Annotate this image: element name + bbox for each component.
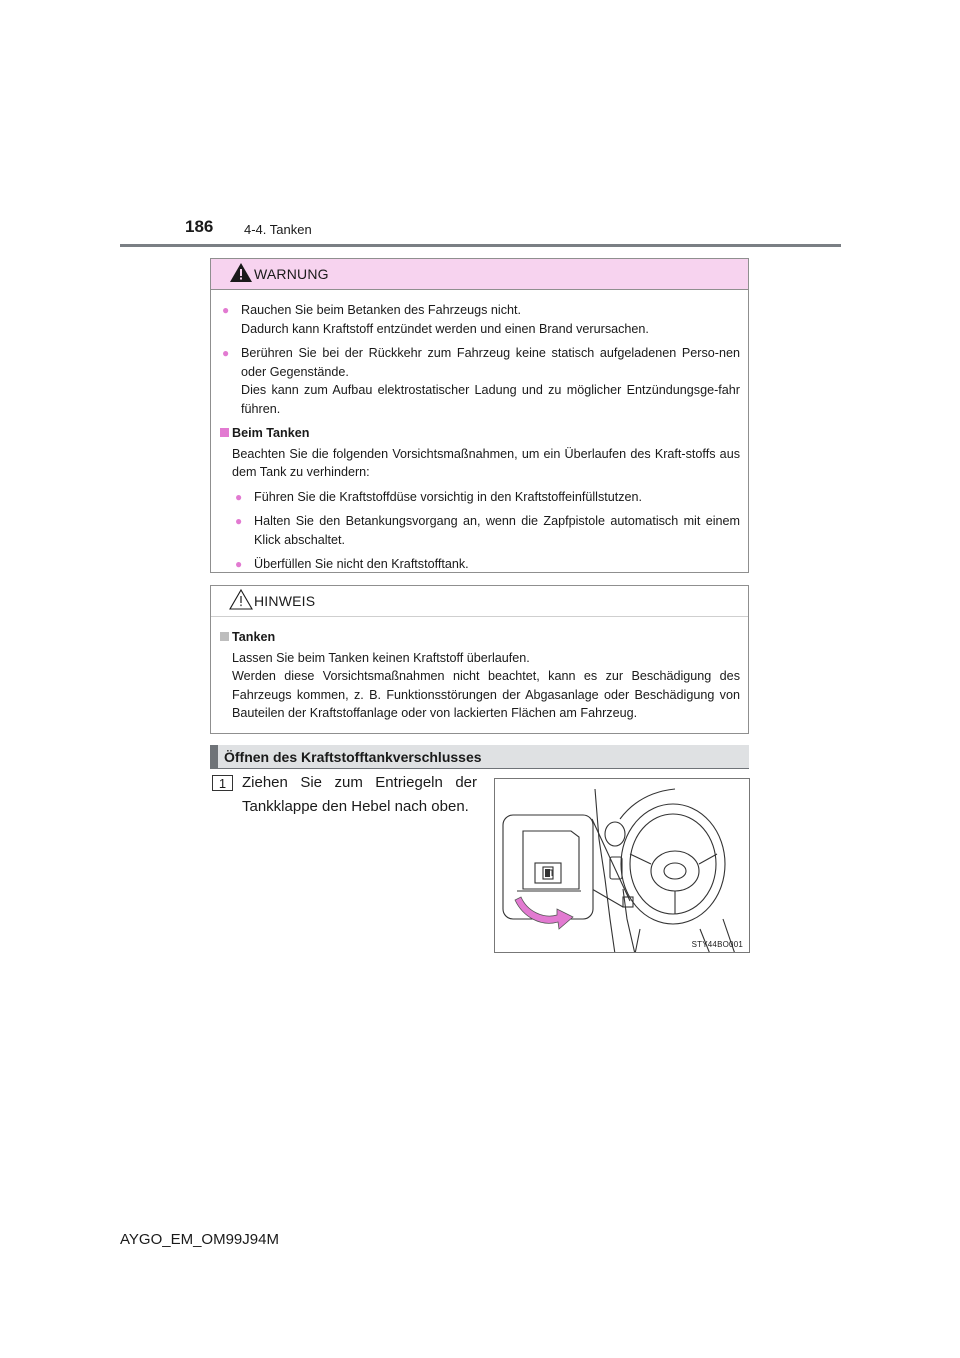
- notice-body: [211, 617, 748, 723]
- warning-subsection-bullet: ● Überfüllen Sie nicht den Kraftstofftank.: [235, 557, 469, 571]
- notice-text: Lassen Sie beim Tanken keinen Kraftstoff überlaufen. Werden diese Vorsichtsmaßnahmen nicht beachtet, kann es zur Beschädigung des Fahrzeugs kommen, z. B. Funktionsstörungen der Abgasanlage oder Beschädigung von Bauteilen der Kraftstoffanlage oder von lackierten Flächen am Fahrzeug.: [232, 650, 740, 720]
- fuel-lever-illustration: [494, 778, 750, 953]
- warning-bullet-text: Rauchen Sie beim Betanken des Fahrzeugs nicht. Dadurch kann Kraftstoff entzündet werden und einen Brand verursachen.: [241, 303, 649, 336]
- section-heading-bar: [210, 745, 749, 769]
- warning-subsection-heading: [219, 424, 740, 443]
- warning-bullet: ● Berühren Sie bei der Rückkehr zum Fahrzeug keine statisch aufgeladenen Perso-nen oder Gegenstände. Dies kann zum Aufbau elektrostatischer Ladung und zu möglicher Entzündungsge-fahr führen.: [222, 346, 740, 416]
- dashboard-drawing: [495, 779, 750, 953]
- notice-box: [210, 585, 749, 734]
- notice-title: HINWEIS: [254, 593, 316, 609]
- warning-bullet-text: Berühren Sie bei der Rückkehr zum Fahrzeug keine statisch aufgeladenen Perso-nen oder Gegenstände. Dies kann zum Aufbau elektrostatischer Ladung und zu möglicher Entzündungsge-fahr führen.: [241, 346, 740, 416]
- notice-subsection-heading: [219, 628, 740, 647]
- header-rule: [120, 244, 841, 247]
- notice-subsection-title: Tanken: [232, 630, 276, 644]
- footer-doc-code: AYGO_EM_OM99J94M: [120, 1231, 279, 1248]
- illustration-code: STY44BO001: [691, 940, 743, 949]
- notice-header: [211, 586, 748, 617]
- step-text: Ziehen Sie zum Entriegeln der Tankklappe den Hebel nach oben.: [242, 774, 477, 815]
- section-heading-accent: [210, 745, 218, 769]
- warning-subsection-intro: Beachten Sie die folgenden Vorsichtsmaßnahmen, um ein Überlaufen des Kraft-stoffs aus dem Tank zu verhindern:: [232, 446, 740, 479]
- warning-triangle-icon: [228, 261, 254, 285]
- page-number: 186: [185, 217, 214, 236]
- section-label: 4-4. Tanken: [244, 222, 312, 237]
- warning-subsection-title: Beim Tanken: [232, 426, 310, 440]
- warning-subsection-bullet: ● Halten Sie den Betankungsvorgang an, wenn die Zapfpistole automatisch mit einem Klick abschaltet.: [235, 514, 740, 547]
- warning-box: [210, 258, 749, 573]
- warning-subsection-bullet-text: Führen Sie die Kraftstoffdüse vorsichtig in den Kraftstoffeinfüllstutzen.: [254, 489, 643, 504]
- warning-bullet: ● Rauchen Sie beim Betanken des Fahrzeugs nicht. Dadurch kann Kraftstoff entzündet werden und einen Brand verursachen.: [222, 303, 649, 336]
- warning-subsection-bullet-text: Halten Sie den Betankungsvorgang an, wenn die Zapfpistole automatisch mit einem Klick abschaltet.: [254, 514, 740, 547]
- warning-subsection-bullet: ● Führen Sie die Kraftstoffdüse vorsichtig in den Kraftstoffeinfüllstutzen.: [235, 489, 643, 504]
- warning-title: WARNUNG: [254, 266, 329, 282]
- warning-header: [211, 259, 748, 290]
- caution-outline-icon: [228, 588, 254, 612]
- warning-subsection-bullet-text: Überfüllen Sie nicht den Kraftstofftank.: [254, 557, 469, 571]
- step-number: 1: [212, 775, 233, 791]
- warning-body: [211, 290, 748, 574]
- section-heading: Öffnen des Kraftstofftankverschlusses: [224, 749, 482, 765]
